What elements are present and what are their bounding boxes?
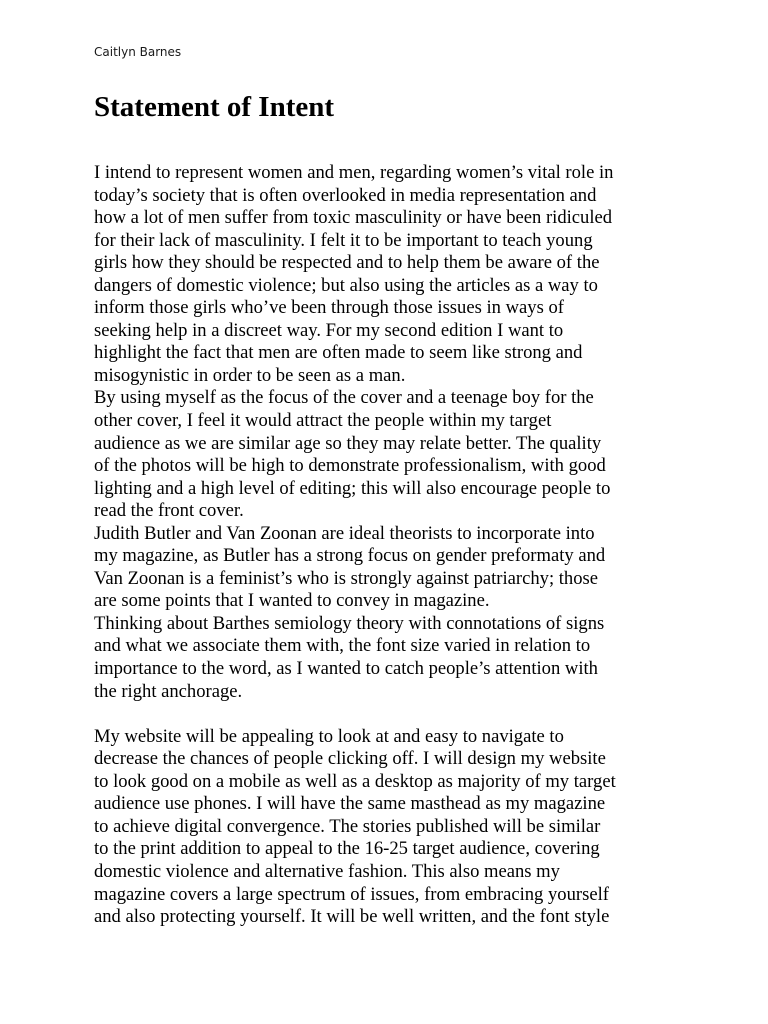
author-name: Caitlyn Barnes [94, 45, 182, 59]
text-line: to achieve digital convergence. The stories published will be similar [94, 815, 601, 837]
text-line: My website will be appealing to look at and easy to navigate to [94, 725, 564, 747]
text-line: domestic violence and alternative fashion. This also means my [94, 860, 560, 882]
paragraph-break [94, 703, 714, 726]
text-line: to the print addition to appeal to the 16-25 target audience, covering [94, 838, 600, 860]
text-line: magazine covers a large spectrum of issues, from embracing yourself [94, 883, 609, 905]
text-line: audience use phones. I will have the same masthead as my magazine [94, 793, 606, 815]
text-line: By using myself as the focus of the cover and a teenage boy for the [94, 387, 594, 409]
text-line: Thinking about Barthes semiology theory with connotations of signs [94, 612, 605, 634]
text-line: audience as we are similar age so they may relate better. The quality [94, 432, 602, 454]
text-line: how a lot of men suffer from toxic masculinity or have been ridiculed [94, 207, 613, 229]
text-line: Van Zoonan is a feminist’s who is strongly against patriarchy; those [94, 567, 599, 589]
text-line: are some points that I wanted to convey in magazine. [94, 590, 490, 612]
text-line: girls how they should be respected and to help them be aware of the [94, 252, 600, 274]
text-line: to look good on a mobile as well as a desktop as majority of my target [94, 770, 616, 792]
body-text [94, 162, 714, 929]
text-line: for their lack of masculinity. I felt it to be important to teach young [94, 229, 593, 251]
text-line: read the front cover. [94, 500, 244, 522]
text-line: misogynistic in order to be seen as a man. [94, 364, 406, 386]
page-title: Statement of Intent [94, 91, 335, 123]
text-line: inform those girls who’ve been through those issues in ways of [94, 297, 564, 319]
text-line: I intend to represent women and men, regarding women’s vital role in [94, 162, 614, 183]
text-line: the right anchorage. [94, 680, 243, 702]
text-line: seeking help in a discreet way. For my second edition I want to [94, 319, 564, 341]
text-line: Judith Butler and Van Zoonan are ideal theorists to incorporate into [94, 522, 595, 544]
text-line: today’s society that is often overlooked in media representation and [94, 184, 597, 206]
text-line: and what we associate them with, the font size varied in relation to [94, 635, 591, 657]
text-line: highlight the fact that men are often made to seem like strong and [94, 342, 583, 364]
text-line: my magazine, as Butler has a strong focus on gender preformaty and [94, 545, 606, 567]
text-line: of the photos will be high to demonstrate professionalism, with good [94, 455, 606, 477]
text-line: dangers of domestic violence; but also using the articles as a way to [94, 274, 598, 296]
text-line: importance to the word, as I wanted to catch people’s attention with [94, 658, 598, 680]
text-line: and also protecting yourself. It will be well written, and the font style [94, 906, 610, 928]
text-line: other cover, I feel it would attract the people within my target [94, 410, 552, 432]
text-line: decrease the chances of people clicking off. I will design my website [94, 748, 606, 770]
text-line: lighting and a high level of editing; this will also encourage people to [94, 477, 611, 499]
